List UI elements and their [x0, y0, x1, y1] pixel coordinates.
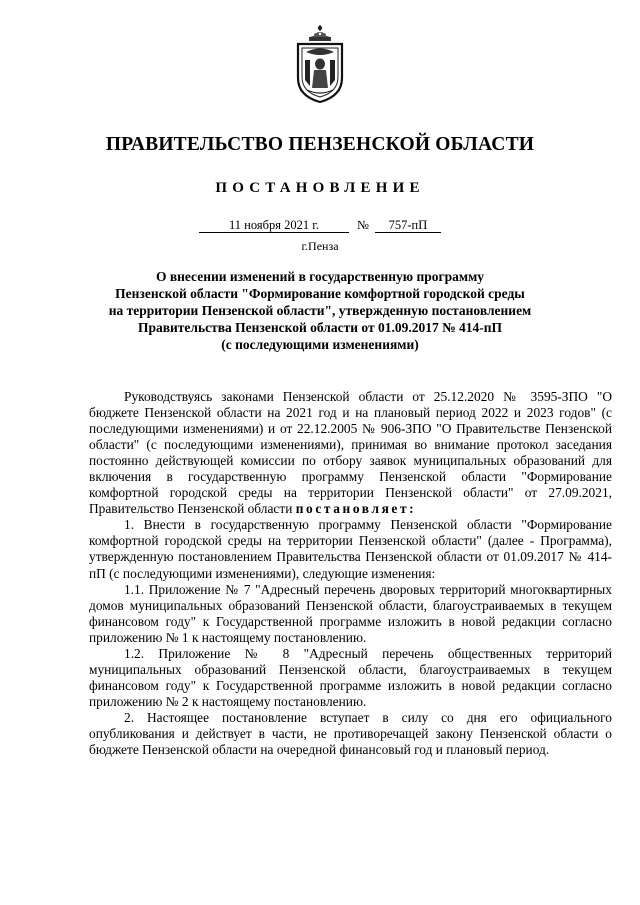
title-line: (с последующими изменениями): [221, 337, 419, 352]
decree-word: постановляет:: [295, 501, 417, 517]
item-1-2-paragraph: 1.2. Приложение № 8 "Адресный перечень общественных территорий муниципальных образований Пензенской области, благоустраиваемых в текущем финансовом году" к Государственной программе изложить в новой редакции согласно приложению № 2 к настоящему постановлению.: [89, 645, 612, 709]
document-body: [89, 389, 612, 758]
preamble-paragraph: [89, 389, 612, 517]
document-date: 11 ноября 2021 г.: [199, 218, 349, 233]
document-city: г.Пенза: [301, 239, 339, 253]
document-type: ПОСТАНОВЛЕНИЕ: [215, 180, 425, 196]
title-line: на территории Пензенской области", утвержденную постановлением: [108, 303, 532, 318]
number-sign: №: [357, 218, 369, 232]
item-2-paragraph: 2. Настоящее постановление вступает в силу со дня его официального опубликования и действует в части, не противоречащей закону Пензенской области о бюджете Пензенской области на очередной финансовый год и плановый период.: [89, 709, 612, 758]
preamble-text: Руководствуясь законами Пензенской области от 25.12.2020 № 3595-ЗПО "О бюджете Пензенской области на 2021 год и на плановый период 2022 и 2023 годов" (с последующими изменениями) и от 22.12.2005 № 906-ЗПО "О Правительстве Пензенской области" (с последующими изменениями), принимая во внимание протокол заседания постоянно действующей комиссии по отбору заявок муниципальных образований для включения в государственную программу Пензенской области "Формирование комфортной городской среды на территории Пензенской области" от 27.09.2021, Правительство Пензенской области: [89, 389, 612, 517]
penza-coat-of-arms-icon: [293, 24, 347, 104]
date-number-line: [0, 218, 640, 233]
title-line: Правительства Пензенской области от 01.09.2017 № 414-пП: [137, 320, 503, 335]
document-number: 757-пП: [375, 218, 441, 233]
title-line: Пензенской области "Формирование комфортной городской среды: [115, 286, 525, 301]
document-subject-title: [0, 268, 640, 353]
title-line: О внесении изменений в государственную программу: [155, 269, 485, 284]
org-title: ПРАВИТЕЛЬСТВО ПЕНЗЕНСКОЙ ОБЛАСТИ: [105, 134, 535, 155]
item-1-1-paragraph: 1.1. Приложение № 7 "Адресный перечень дворовых территорий многоквартирных домов муниципальных образований Пензенской области, благоустраиваемых в текущем финансовом году" к Государственной программе изложить в новой редакции согласно приложению № 1 к настоящему постановлению.: [89, 581, 612, 645]
item-1-paragraph: 1. Внести в государственную программу Пензенской области "Формирование комфортной городской среды на территории Пензенской области" (далее - Программа), утвержденную постановлением Правительства Пензенской области от 01.09.2017 № 414-пП (с последующими изменениями), следующие изменения:: [89, 517, 612, 581]
